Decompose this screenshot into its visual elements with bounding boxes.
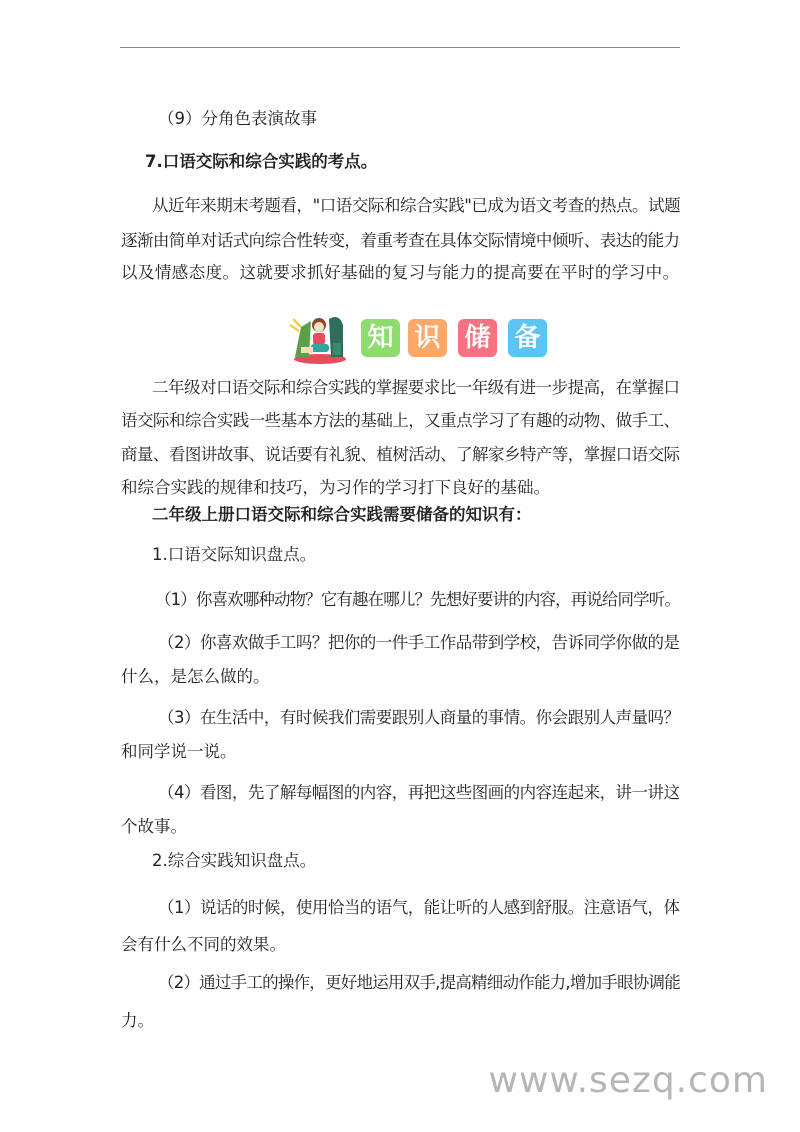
text-line: 和同学说一说。: [121, 742, 237, 761]
text-line: （2）你喜欢做手工吗？把你的一件手工作品带到学校，告诉同学你做的是: [158, 633, 680, 652]
text-line: 商量、看图讲故事、说话要有礼貌、植树活动、了解家乡特产等，掌握口语交际: [121, 445, 680, 464]
text-line: 逐渐由简单对话式向综合性转变，着重考查在具体交际情境中倾听、表达的能力: [121, 231, 680, 250]
text-line: （9）分角色表演故事: [158, 109, 317, 128]
text-line: 二年级对口语交际和综合实践的掌握要求比一年级有进一步提高，在掌握口: [152, 378, 680, 397]
banner-tile-zhi: 知: [361, 319, 400, 357]
header-rule: [120, 47, 680, 48]
text-line: （1）说话的时候，使用恰当的语气，能让听的人感到舒服。注意语气，体: [158, 898, 680, 917]
text-line: 以及情感态度。这就要求抓好基础的复习与能力的提高要在平时的学习中。: [121, 263, 680, 282]
text-line: 1.口语交际知识盘点。: [152, 545, 317, 564]
text-line: （2）通过手工的操作，更好地运用双手,提高精细动作能力,增加手眼协调能: [158, 973, 680, 992]
banner-tile-bei: 备: [508, 319, 547, 357]
knowledge-banner: [287, 313, 557, 365]
watermark: www.sezq.com: [488, 1060, 768, 1101]
text-line: 从近年来期末考题看，"口语交际和综合实践"已成为语文考查的热点。试题: [152, 196, 681, 215]
heading-line: 二年级上册口语交际和综合实践需要储备的知识有：: [152, 505, 532, 524]
heading-line: 7.口语交际和综合实践的考点。: [145, 152, 378, 171]
text-line: 力。: [121, 1011, 154, 1030]
text-line: 和综合实践的规律和技巧，为习作的学习打下良好的基础。: [121, 478, 550, 497]
text-line: 个故事。: [121, 817, 187, 836]
text-line: （3）在生活中，有时候我们需要跟别人商量的事情。你会跟别人声量吗？: [158, 708, 680, 727]
girl-reading-illustration: [287, 313, 349, 365]
text-line: 2.综合实践知识盘点。: [152, 851, 317, 870]
text-line: 语交际和综合实践一些基本方法的基础上，又重点学习了有趣的动物、做手工、: [121, 411, 680, 430]
banner-tile-shi: 识: [408, 319, 447, 357]
text-line: 什么，是怎么做的。: [121, 667, 270, 686]
text-line: （4）看图，先了解每幅图的内容，再把这些图画的内容连起来，讲一讲这: [158, 783, 680, 802]
text-line: 会有什么不同的效果。: [121, 935, 286, 954]
text-line: （1）你喜欢哪种动物？它有趣在哪儿？先想好要讲的内容，再说给同学听。: [155, 590, 680, 609]
banner-tile-chu: 储: [458, 319, 497, 357]
